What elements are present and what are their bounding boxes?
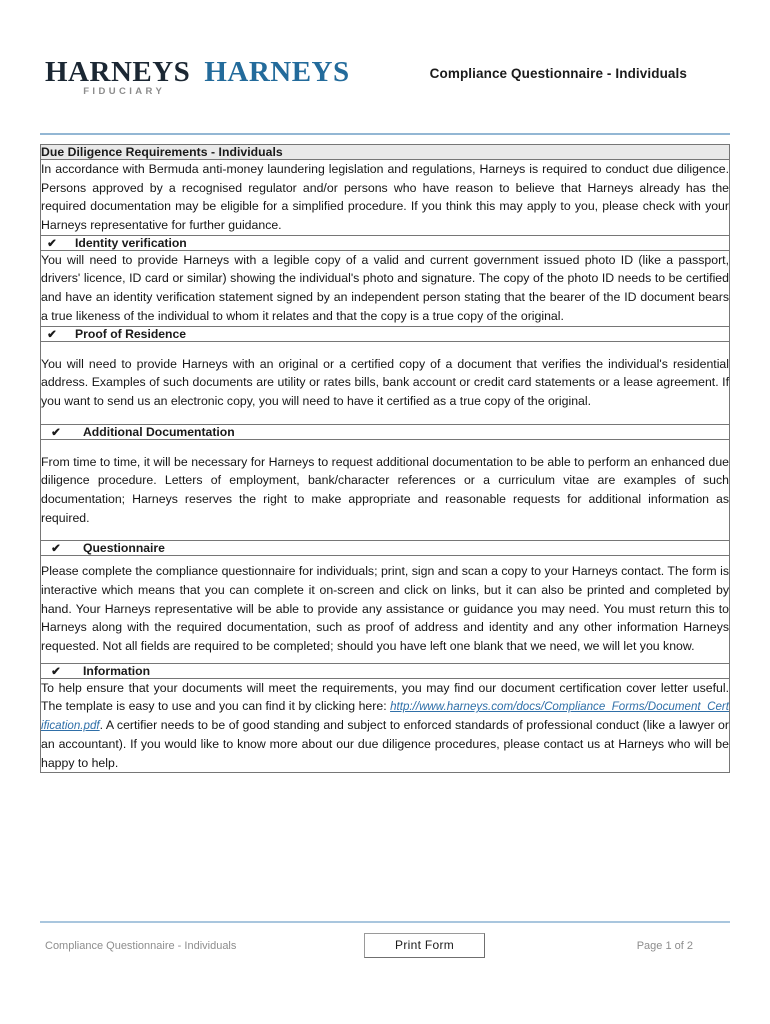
table-row-intro xyxy=(41,160,730,236)
section-body-information xyxy=(41,678,730,772)
checkmark-icon: ✔ xyxy=(51,426,61,439)
table-row-section-head-residence xyxy=(41,326,730,341)
page-title: Compliance Questionnaire - Individuals xyxy=(429,66,687,81)
checkmark-icon: ✔ xyxy=(47,328,57,341)
section-body-text: You will need to provide Harneys with an original or a certified copy of a document that verifies the individual's residential address. Examples of such documents are utility or rates bills, bank account or credit card statements or a lease agreement. If you want to send us an electronic copy, you will need to have it certified as a true copy of the original. xyxy=(41,356,729,408)
table-row-band-title xyxy=(41,145,730,160)
section-head-identity-verification xyxy=(41,235,730,250)
print-form-button[interactable]: Print Form xyxy=(364,933,485,958)
section-label-questionnaire: Questionnaire xyxy=(83,541,165,556)
intro-cell xyxy=(41,160,730,236)
information-text-before-link: To help ensure that your documents will meet the requirements, you may find our document certification cover letter useful. The template is easy to use and you can find it by clicking here: xyxy=(41,680,729,714)
section-body-text: Please complete the compliance questionnaire for individuals; print, sign and scan a copy to your Harneys contact. The form is interactive which means that you can complete it on-screen and click on links, but it can also be printed and completed by hand. Your Harneys representative will be able to provide any assistance or guidance you may need. You must return this to Harneys along with the required documentation, such as proof of address and identity and any other information Harneys requested. Not all fields are required to be completed; should you have left one blank that we need, we will let you know. xyxy=(41,564,729,654)
logo-primary-text: HARNEYS xyxy=(45,56,191,88)
table-row-section-head-additional xyxy=(41,424,730,439)
table-row-body-identity xyxy=(41,250,730,326)
document-header xyxy=(40,0,730,110)
section-label-proof-of-residence: Proof of Residence xyxy=(75,326,187,341)
logo-secondary-text: HARNEYS xyxy=(204,56,350,88)
section-label-identity-verification: Identity verification xyxy=(75,235,187,250)
checkmark-icon: ✔ xyxy=(51,543,61,556)
section-body-proof-of-residence xyxy=(41,341,730,424)
information-text-after-link: . A certifier needs to be of good standing and subject to enforced standards of professional conduct (like a lawyer or an accountant). If you would like to know more about our due diligence procedures, please contact us at Harneys who will be happy to help. xyxy=(41,718,729,770)
section-body-text: You will need to provide Harneys with a legible copy of a valid and current government issued photo ID (like a passport, drivers' licence, ID card or similar) showing the individual's photo and signature. The copy of the photo ID needs to be certified and have an identity verification statement signed by an independent person stating that the bearer of the ID document bears a true likeness of the individual to whom it relates and that the copy is a true copy of the original. xyxy=(41,252,729,323)
document-certification-link[interactable]: http://www.harneys.com/docs/Compliance_Forms/Document_Certification.pdf xyxy=(41,700,729,733)
harneys-logo xyxy=(40,56,350,97)
section-body-additional-documentation xyxy=(41,439,730,541)
band-title-cell: Due Diligence Requirements - Individuals xyxy=(41,145,730,160)
table-row-section-head-identity xyxy=(41,235,730,250)
section-head-questionnaire xyxy=(41,541,730,556)
table-row-body-residence xyxy=(41,341,730,424)
logo-fiduciary-text: FIDUCIARY xyxy=(83,86,166,97)
information-paragraph xyxy=(41,679,729,772)
section-body-text: From time to time, it will be necessary for Harneys to request additional documentation to be able to perform an enhanced due diligence procedure. Letters of employment, bank/character references or a curriculum vitae are examples of such documentation; Harneys reserves the right to make appropriate and reasonable requests for additional information as required. xyxy=(41,454,729,525)
section-head-additional-documentation xyxy=(41,424,730,439)
section-body-questionnaire xyxy=(41,556,730,663)
table-row-body-additional xyxy=(41,439,730,541)
section-body-identity-verification xyxy=(41,250,730,326)
footer-page-number: Page 1 of 2 xyxy=(636,939,693,952)
section-label-information: Information xyxy=(83,663,151,678)
header-divider xyxy=(40,133,730,135)
logo-primary-wordmark xyxy=(45,56,191,97)
section-head-information xyxy=(41,663,730,678)
footer-divider xyxy=(40,921,730,923)
table-row-body-questionnaire xyxy=(41,556,730,663)
due-diligence-table xyxy=(40,144,730,773)
table-row-body-information xyxy=(41,678,730,772)
table-row-section-head-questionnaire xyxy=(41,541,730,556)
checkmark-icon: ✔ xyxy=(51,665,61,678)
intro-text: In accordance with Bermuda anti-money laundering legislation and regulations, Harneys is required to conduct due diligence. Persons approved by a recognised regulator and/or persons who have reason to believe that Harneys already has the required documentation may be eligible for a simplified procedure. If you think this may apply to you, please check with your Harneys representative for further guidance. xyxy=(41,162,729,233)
section-label-additional-documentation: Additional Documentation xyxy=(83,424,235,439)
checkmark-icon: ✔ xyxy=(47,237,57,250)
footer-document-name: Compliance Questionnaire - Individuals xyxy=(45,939,237,952)
document-footer xyxy=(40,933,730,958)
table-row-section-head-information xyxy=(41,663,730,678)
section-head-proof-of-residence xyxy=(41,326,730,341)
